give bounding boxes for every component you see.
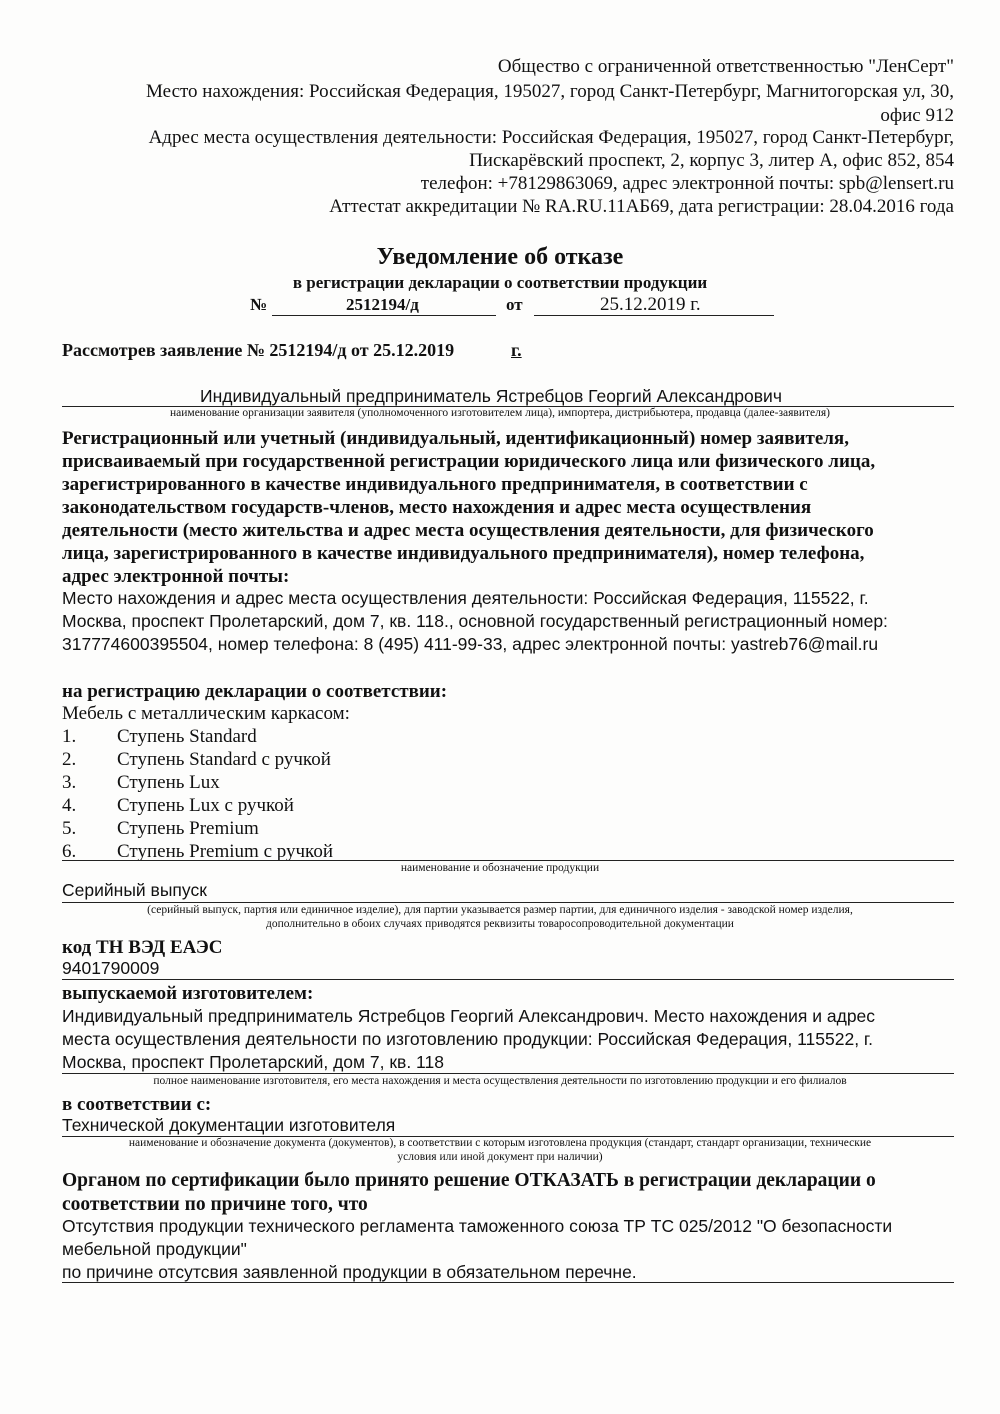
product-group: Мебель с металлическим каркасом: [62,703,350,724]
manufacturer-underline [62,1073,954,1074]
reg-heading-line-3: зарегистрированного в качестве индивидуального предпринимателя, в соответствии с [62,474,808,495]
applicant-address-line-1: Место нахождения и адрес места осуществления деятельности: Российская Федерация, 115522, г. [62,588,869,608]
applicant-address-line-3: 317774600395504, номер телефона: 8 (495) 411-99-33, адрес электронной почты: yastreb76@mail.ru [62,634,879,654]
header-accreditation: Аттестат аккредитации № RA.RU.11АБ69, дата регистрации: 28.04.2016 года [329,196,954,217]
reg-heading-line-2: присваиваемый при государственной регистрации юридического лица или физического лица, [62,451,876,472]
product-item-name: Ступень Premium с ручкой [117,841,333,862]
reg-heading-line-6: лица, зарегистрированного в качестве индивидуального предпринимателя), номер телефона, [62,543,865,564]
declaration-heading: на регистрацию декларации о соответствии: [62,681,448,702]
header-location-line-2: офис 912 [880,105,954,126]
product-item-number: 1. [62,726,77,747]
number-label: № [250,295,268,314]
date-underline [534,315,774,316]
application-reference: Рассмотрев заявление № 2512194/д от 25.12.2019 [62,340,455,360]
decision-underline [62,1282,954,1283]
product-item-name: Ступень Standard [117,726,257,747]
product-item-name: Ступень Premium [117,818,259,839]
document-title: Уведомление об отказе [376,244,624,270]
notice-number: 2512194/д [346,295,419,314]
manufacturer-line-3: Москва, проспект Пролетарский, дом 7, кв. 118 [62,1052,444,1072]
number-underline [272,315,496,316]
product-item-number: 3. [62,772,77,793]
header-activity-line-2: Пискарёвский проспект, 2, корпус 3, литер А, офис 852, 854 [469,150,954,171]
products-caption: наименование и обозначение продукции [400,862,600,874]
manufacturer-caption: полное наименование изготовителя, его места нахождения и места осуществления деятельности по изготовлению продукции и его филиалов [153,1075,847,1087]
tnved-heading: код ТН ВЭД ЕАЭС [62,937,223,958]
decision-heading-line-1: Органом по сертификации было принято решение ОТКАЗАТЬ в регистрации декларации о [62,1170,876,1191]
manufacturer-line-1: Индивидуальный предприниматель Ястребцов Георгий Александрович. Место нахождения и адрес [62,1006,876,1026]
header-activity-line-1: Адрес места осуществления деятельности: Российская Федерация, 195027, город Санкт-Петербург, [148,127,954,148]
compliance-document: Технической документации изготовителя [62,1115,396,1135]
decision-reason-line-2: мебельной продукции" [62,1239,247,1259]
product-item-number: 4. [62,795,77,816]
decision-heading-line-2: соответствии по причине того, что [62,1194,368,1215]
manufacturer-heading: выпускаемой изготовителем: [62,983,314,1004]
document-subtitle: в регистрации декларации о соответствии продукции [292,273,708,292]
product-item-number: 2. [62,749,77,770]
compliance-caption-line-1: наименование и обозначение документа (документов), в соответствии с которым изготовлена продукция (стандарт, стандарт организации, технические [128,1137,872,1149]
reg-heading-line-5: деятельности (место жительства и адрес места осуществления деятельности, для физического [62,520,874,541]
production-underline [62,902,954,903]
applicant-name: Индивидуальный предприниматель Ястребцов Георгий Александрович [200,386,782,406]
tnved-code: 9401790009 [62,958,160,978]
reg-heading-line-7: адрес электронной почты: [62,566,290,587]
product-item [62,771,220,795]
product-item [62,817,259,841]
production-type: Серийный выпуск [62,880,207,900]
production-caption-line-2: дополнительно в обоих случаях приводятся реквизиты товаросопроводительной документации [266,918,734,930]
applicant-caption: наименование организации заявителя (уполномоченного изготовителем лица), импортера, дистрибьютера, продавца (далее-заявителя) [170,407,830,419]
product-item-name: Ступень Standard с ручкой [117,749,331,770]
product-item-name: Ступень Lux с ручкой [117,795,294,816]
compliance-caption-line-2: условия или иной документ при наличии) [397,1151,603,1163]
date-label: от [506,295,523,314]
product-item [62,748,331,772]
decision-reason-line-1: Отсутствия продукции технического регламента таможенного союза ТР ТС 025/2012 "О безопасности [62,1216,893,1236]
compliance-heading: в соответствии с: [62,1094,212,1115]
product-item-number: 6. [62,841,77,862]
reg-heading-line-4: законодательством государств-членов, место нахождения и адрес места осуществления [62,497,812,518]
product-item [62,725,257,749]
applicant-address-line-2: Москва, проспект Пролетарский, дом 7, кв. 118., основной государственный регистрационный номер: [62,611,888,631]
tnved-underline [62,979,954,980]
reg-heading-line-1: Регистрационный или учетный (индивидуальный, идентификационный) номер заявителя, [62,428,849,449]
header-contacts: телефон: +78129863069, адрес электронной почты: spb@lensert.ru [420,173,954,194]
product-item-number: 5. [62,818,77,839]
manufacturer-line-2: места осуществления деятельности по изготовлению продукции: Российская Федерация, 115522, г. [62,1029,874,1049]
product-item-name: Ступень Lux [117,772,220,793]
product-item [62,794,294,818]
production-caption-line-1: (серийный выпуск, партия или единичное изделие), для партии указывается размер партии, для единичного изделия - заводской номер изделия, [147,904,853,916]
notice-date: 25.12.2019 г. [600,294,701,315]
products-underline [62,860,954,861]
application-year-suffix: г. [511,340,522,360]
header-location-line-1: Место нахождения: Российская Федерация, 195027, город Санкт-Петербург, Магнитогорская ул, 30, [146,81,954,102]
header-org-name: Общество с ограниченной ответственностью "ЛенСерт" [497,56,954,77]
decision-reason-line-3: по причине отсутсвия заявленной продукции в обязательном перечне. [62,1262,637,1282]
